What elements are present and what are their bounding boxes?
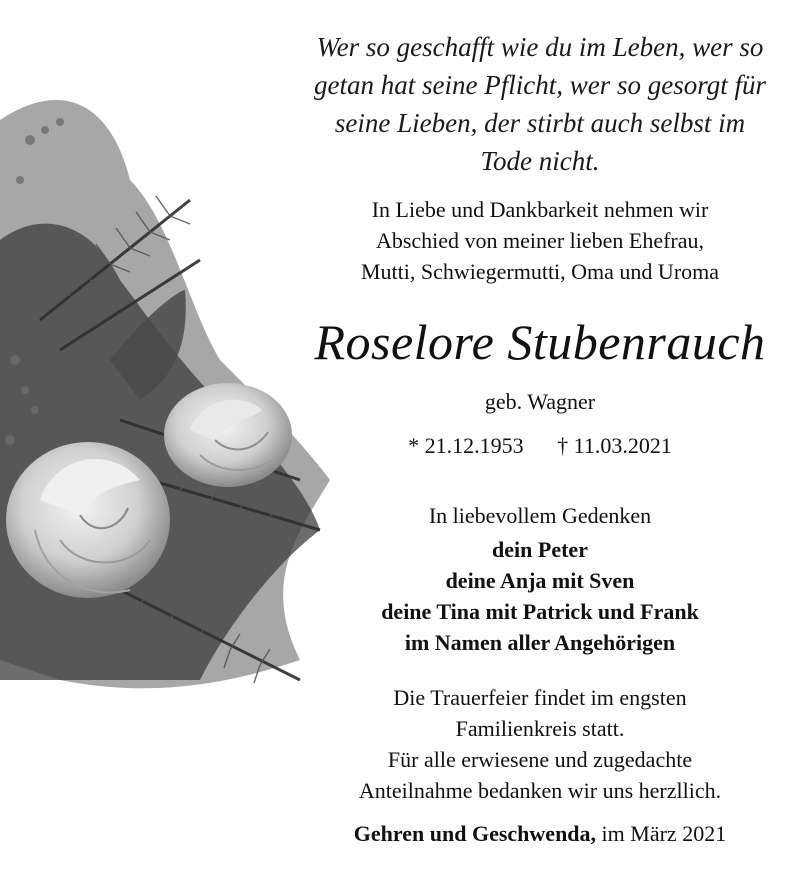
place-month: im März 2021 [601, 821, 727, 846]
mourner-line: deine Tina mit Patrick und Frank [381, 599, 699, 624]
verse-line: Wer so geschafft wie du im Leben, wer so [316, 32, 764, 62]
place-location: Gehren und Geschwenda, [353, 821, 597, 846]
verse-line: seine Lieben, der stirbt auch selbst im [334, 108, 746, 138]
mourner-line: im Namen aller Angehörigen [404, 630, 676, 655]
verse [300, 28, 780, 180]
notice-line: Anteilnahme bedanken wir uns herzllich. [358, 778, 722, 803]
birth-date: * 21.12.1953 [408, 433, 524, 458]
deceased-name: Roselore Stubenrauch [314, 314, 766, 370]
notice-line: Die Trauerfeier findet im engsten [393, 685, 687, 710]
intro-text [300, 194, 780, 287]
death-date: † 11.03.2021 [557, 433, 672, 458]
verse-line: Tode nicht. [480, 146, 600, 176]
maiden-name: geb. Wagner [484, 389, 596, 414]
life-dates [300, 430, 780, 461]
intro-line: Mutti, Schwiegermutti, Oma und Uroma [360, 259, 720, 284]
funeral-notice [300, 682, 780, 806]
place-date [300, 818, 780, 849]
intro-line: Abschied von meiner lieben Ehefrau, [375, 228, 705, 253]
mourners [300, 534, 780, 658]
verse-line: getan hat seine Pflicht, wer so gesorgt für [314, 70, 766, 100]
mourner-line: deine Anja mit Sven [445, 568, 635, 593]
notice-line: Familienkreis statt. [455, 716, 625, 741]
intro-line: In Liebe und Dankbarkeit nehmen wir [371, 197, 709, 222]
notice-line: Für alle erwiesene und zugedachte [387, 747, 693, 772]
mourner-line: dein Peter [492, 537, 588, 562]
flower-arrangement-image [0, 60, 340, 720]
memory-line: In liebevollem Gedenken [428, 503, 652, 528]
